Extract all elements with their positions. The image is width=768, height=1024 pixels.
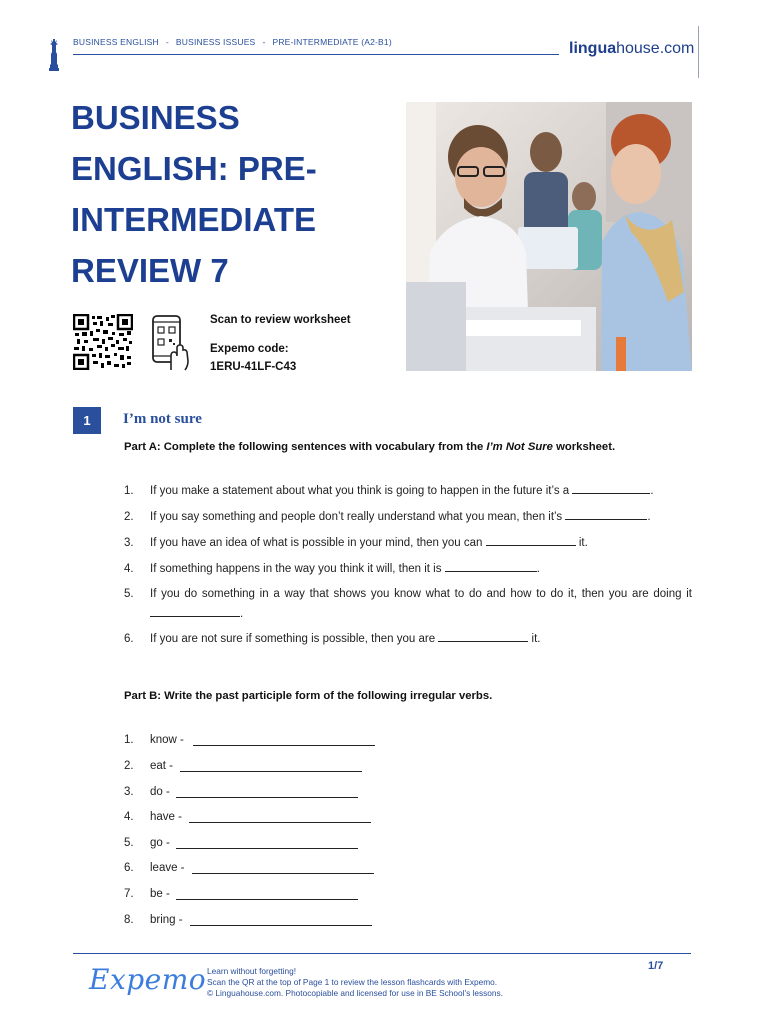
answer-blank[interactable] xyxy=(572,482,650,494)
verb-label: eat - xyxy=(150,760,174,772)
page-title: BUSINESS ENGLISH: PRE-INTERMEDIATE REVIEW 7 xyxy=(71,99,317,289)
expemo-code-label: Expemo code: xyxy=(210,343,289,355)
item-number: 7. xyxy=(124,888,134,900)
answer-line[interactable] xyxy=(190,925,372,926)
answer-line[interactable] xyxy=(192,873,374,874)
item-text xyxy=(150,481,692,501)
item-number: 4. xyxy=(124,563,134,575)
expemo-code-value: 1ERU-41LF-C43 xyxy=(210,361,297,373)
part-a-instruction xyxy=(124,441,615,453)
footer-scan-note: Scan the QR at the top of Page 1 to review the lesson flashcards with Expemo. xyxy=(207,977,498,987)
answer-line[interactable] xyxy=(176,899,358,900)
verb-label: leave - xyxy=(150,862,185,874)
verb-label: do - xyxy=(150,786,170,798)
part-a-instruction-text: Part A: Complete the following sentences with vocabulary from the xyxy=(124,441,487,453)
item-number: 4. xyxy=(124,811,134,823)
item-sentence-end: it. xyxy=(531,633,541,645)
verb-label: go - xyxy=(150,837,170,849)
office-team-photo xyxy=(406,102,692,371)
item-number: 1. xyxy=(124,734,134,746)
part-b-instruction: Part B: Write the past participle form of the following irregular verbs. xyxy=(124,690,493,702)
expemo-logo[interactable]: Expemo xyxy=(89,963,207,996)
item-sentence-end: it. xyxy=(578,537,588,549)
answer-blank[interactable] xyxy=(438,630,528,642)
item-text xyxy=(150,559,692,579)
expemo-code xyxy=(210,340,296,376)
item-sentence-end: . xyxy=(647,511,651,523)
page-number: 1/7 xyxy=(648,960,664,972)
answer-line[interactable] xyxy=(176,848,358,849)
header-divider xyxy=(73,54,559,55)
item-text xyxy=(150,584,692,624)
item-sentence-end: . xyxy=(536,563,540,575)
answer-line[interactable] xyxy=(189,822,371,823)
item-sentence: If something happens in the way you think it will, then it is xyxy=(150,563,442,575)
item-number: 8. xyxy=(124,914,134,926)
item-number: 5. xyxy=(124,588,134,600)
section-number: 1 xyxy=(73,407,101,434)
answer-blank[interactable] xyxy=(150,605,240,617)
footer-divider xyxy=(73,953,691,954)
item-number: 5. xyxy=(124,837,134,849)
logo-bold-text: lingua xyxy=(569,40,617,57)
header-vertical-divider xyxy=(698,26,699,78)
item-number: 6. xyxy=(124,633,134,645)
item-sentence: If you make a statement about what you think is going to happen in the future it’s a xyxy=(150,485,570,497)
phone-scan-icon xyxy=(151,314,191,372)
verb-label: bring - xyxy=(150,914,183,926)
footer-copyright: © Linguahouse.com. Photocopiable and licensed for use in BE School's lessons. xyxy=(207,988,503,998)
item-sentence: If you have an idea of what is possible in your mind, then you can xyxy=(150,537,483,549)
answer-line[interactable] xyxy=(176,797,358,798)
section-title: I’m not sure xyxy=(123,411,202,427)
answer-line[interactable] xyxy=(193,745,375,746)
breadcrumb-item[interactable]: BUSINESS ENGLISH xyxy=(73,37,159,47)
item-number: 3. xyxy=(124,537,134,549)
verb-label: have - xyxy=(150,811,182,823)
item-sentence: If you are not sure if something is possible, then you are xyxy=(150,633,436,645)
scan-label: Scan to review worksheet xyxy=(210,314,351,326)
item-number: 1. xyxy=(124,485,134,497)
statue-of-liberty-icon xyxy=(48,38,60,72)
item-sentence-end: . xyxy=(650,485,654,497)
item-text xyxy=(150,629,692,649)
footer-tagline: Learn without forgetting! xyxy=(207,966,297,976)
item-sentence-end: . xyxy=(240,608,244,620)
breadcrumb xyxy=(73,37,392,47)
footer-text xyxy=(207,966,503,999)
breadcrumb-item[interactable]: PRE-INTERMEDIATE (A2-B1) xyxy=(272,37,392,47)
item-text xyxy=(150,533,692,553)
logo-rest-text: house.com xyxy=(616,40,695,57)
answer-line[interactable] xyxy=(180,771,362,772)
linguahouse-logo[interactable] xyxy=(569,40,694,58)
item-text xyxy=(150,507,692,527)
item-sentence: If you do something in a way that shows you know what to do and how to do it, then you are doing it xyxy=(150,588,692,600)
part-a-worksheet-name: I’m Not Sure xyxy=(486,441,553,453)
part-a-instruction-end: worksheet. xyxy=(552,441,616,453)
verb-label: know - xyxy=(150,734,184,746)
item-sentence: If you say something and people don’t really understand what you mean, then it’s xyxy=(150,511,563,523)
qr-code-icon[interactable] xyxy=(73,314,133,370)
answer-blank[interactable] xyxy=(565,508,647,520)
item-number: 2. xyxy=(124,760,134,772)
breadcrumb-item[interactable]: BUSINESS ISSUES xyxy=(175,37,256,47)
verb-label: be - xyxy=(150,888,170,900)
breadcrumb-separator: - xyxy=(262,37,266,47)
answer-blank[interactable] xyxy=(445,560,537,572)
item-number: 3. xyxy=(124,786,134,798)
answer-blank[interactable] xyxy=(486,534,576,546)
item-number: 2. xyxy=(124,511,134,523)
breadcrumb-separator: - xyxy=(165,37,169,47)
item-number: 6. xyxy=(124,862,134,874)
